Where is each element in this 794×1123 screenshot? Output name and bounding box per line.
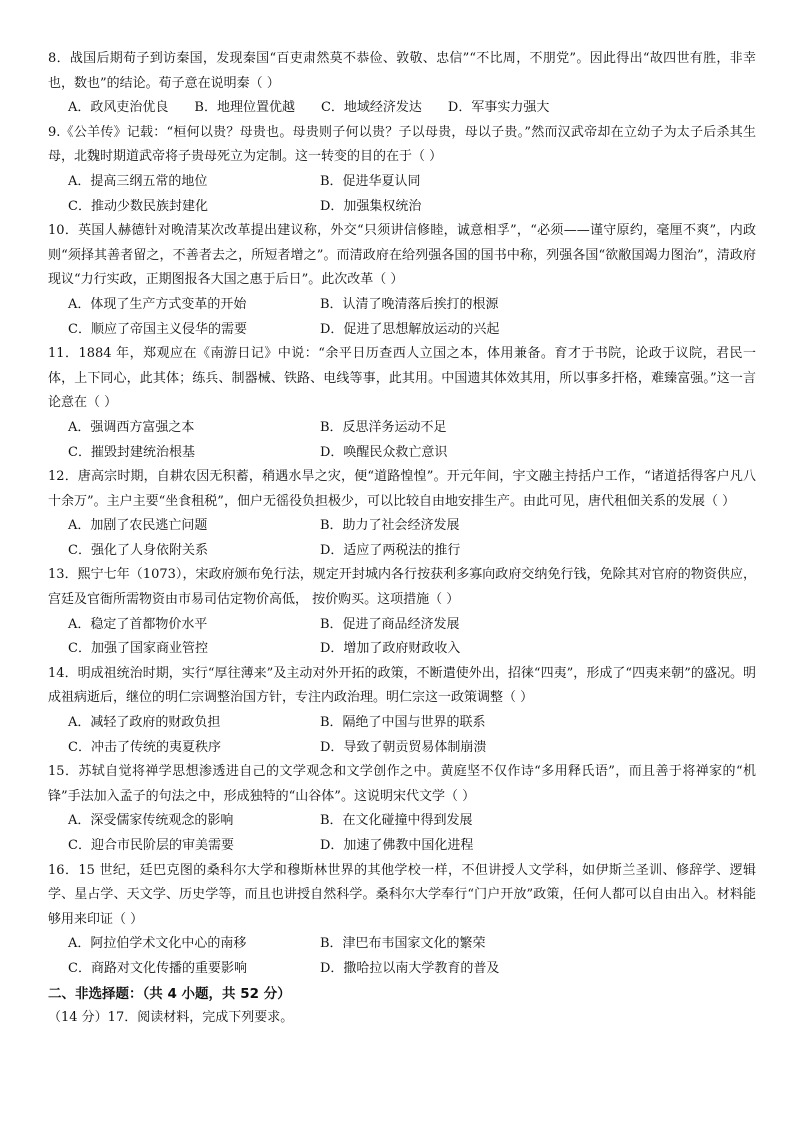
- section-heading: 二、非选择题：（共 4 小题，共 52 分）: [48, 985, 291, 1002]
- answer-option: A．阿拉伯学术文化中心的南移: [68, 936, 247, 952]
- question-block: [48, 859, 756, 982]
- option-list: [48, 711, 756, 760]
- answer-option: A．提高三纲五常的地位: [68, 173, 208, 189]
- answer-option: B．津巴布韦国家文化的繁荣: [320, 936, 486, 952]
- answer-option: D．适应了两税法的推行: [320, 542, 461, 558]
- option-list: [48, 416, 756, 465]
- answer-option: C．顺应了帝国主义侵华的需要: [68, 321, 247, 337]
- answer-option: B．反思洋务运动不足: [320, 419, 447, 435]
- answer-option: D．唤醒民众救亡意识: [320, 444, 448, 460]
- answer-option: B．助力了社会经济发展: [320, 518, 460, 534]
- option-list: [48, 293, 756, 342]
- answer-option: A．体现了生产方式变革的开始: [68, 296, 247, 312]
- question-stem: 11．1884 年，郑观应在《南游日记》中说：“余平日历查西人立国之本，体用兼备。育才于书院，论政于议院，君民一体，上下同心，此其体；练兵、制器械、铁路、电线等事，此其用。中国遗其体效其用，所以事多扞格，难臻富强。”这一言论意在（ ）: [48, 346, 756, 411]
- question-stem: 9.《公羊传》记载：“桓何以贵？母贵也。母贵则子何以贵？子以母贵，母以子贵。”然而汉武帝却在立幼子为太子后杀其生母，北魏时期道武帝将子贵母死立为定制。这一转变的目的在于（ ）: [48, 124, 756, 165]
- question-list: [48, 47, 756, 982]
- question-block: [48, 465, 756, 563]
- answer-option: B．认清了晚清落后挨打的根源: [320, 296, 499, 312]
- question-stem: 15．苏轼自觉将禅学思想渗透进自己的文学观念和文学创作之中。黄庭坚不仅作诗“多用释氏语”，而且善于将禅家的“机锋”手法加入孟子的句法之中，形成独特的“山谷体”。这说明宋代文学（ ）: [48, 764, 756, 804]
- question-block: [48, 760, 756, 858]
- question-block: [48, 47, 756, 121]
- answer-option: A．加剧了农民逃亡问题: [68, 518, 208, 534]
- answer-option: C．强化了人身依附关系: [68, 542, 208, 558]
- answer-option: D．促进了思想解放运动的兴起: [320, 321, 500, 337]
- option-list: [48, 170, 756, 219]
- answer-option: C．加强了国家商业管控: [68, 641, 208, 657]
- answer-option: D．加速了佛教中国化进程: [320, 838, 474, 853]
- answer-option: A．减轻了政府的财政负担: [68, 715, 221, 731]
- option-list: [48, 96, 756, 121]
- question-stem: 13．熙宁七年（1073），宋政府颁布免行法，规定开封城内各行按获利多寡向政府交纳免行钱，免除其对官府的物资供应，宫廷及官衙所需物资由市易司估定物价高低， 按价购买。这项措施（ ）: [48, 567, 756, 608]
- option-list: [48, 809, 756, 858]
- answer-option: C．地域经济发达: [320, 100, 422, 116]
- option-list: [48, 514, 756, 563]
- answer-option: D．增加了政府财政收入: [320, 641, 461, 657]
- question-block: [48, 219, 756, 342]
- answer-option: C．商路对文化传播的重要影响: [68, 960, 247, 976]
- answer-option: B．在文化碰撞中得到发展: [320, 813, 473, 829]
- answer-option: A．深受儒家传统观念的影响: [68, 813, 234, 829]
- answer-option: B．隔绝了中国与世界的联系: [320, 715, 486, 731]
- question-block: [48, 121, 756, 219]
- answer-option: A．稳定了首都物价水平: [68, 616, 208, 632]
- answer-option: C．迎合市民阶层的审美需要: [68, 838, 234, 853]
- answer-option: C．推动少数民族封建化: [68, 198, 208, 214]
- answer-option: C．摧毁封建统治根基: [68, 444, 195, 460]
- answer-option: B．促进了商品经济发展: [320, 616, 460, 632]
- answer-option: A．强调西方富强之本: [68, 419, 195, 435]
- question-17-intro: （14 分）17．阅读材料，完成下列要求。: [48, 1010, 294, 1026]
- answer-option: B．地理位置优越: [194, 100, 295, 116]
- question-block: [48, 563, 756, 661]
- question-stem: 10．英国人赫德针对晚清某次改革提出建议称，外交“只须讲信修睦，诚意相孚”，“必须——谨守原约，毫厘不爽”，内政则“须择其善者留之，不善者去之，所短者增之”。而清政府在给列强各国的国书中称，列强各国“欲敝国竭力图治”，清政府现议“力行实政，正期图报各大国之惠于后日”。此次改革（ ）: [48, 223, 756, 288]
- option-list: [48, 613, 756, 662]
- option-list: [48, 932, 756, 981]
- answer-option: D．加强集权统治: [320, 198, 422, 214]
- answer-option: A．政风吏治优良: [68, 100, 169, 116]
- question-block: [48, 342, 756, 465]
- question-stem: 16．15 世纪，廷巴克图的桑科尔大学和穆斯林世界的其他学校一样，不但讲授人文学科，如伊斯兰圣训、修辞学、逻辑学、星占学、天文学、历史学等，而且也讲授自然科学。桑科尔大学奉行“门户开放”政策，任何人都可以自由出入。材料能够用来印证（ ）: [48, 862, 756, 927]
- answer-option: B．促进华夏认同: [320, 173, 421, 189]
- answer-option: D．撒哈拉以南大学教育的普及: [320, 960, 500, 976]
- answer-option: D．导致了朝贡贸易体制崩溃: [320, 739, 487, 755]
- question-stem: 8．战国后期荀子到访秦国，发现秦国“百吏肃然莫不恭俭、敦敬、忠信”“不比周，不朋党”。因此得出“故四世有胜，非幸也，数也”的结论。荀子意在说明秦（ ）: [48, 51, 756, 91]
- answer-option: D．军事实力强大: [447, 100, 550, 116]
- question-stem: 14．明成祖统治时期，实行“厚往薄来”及主动对外开拓的政策，不断遣使外出，招徕“四夷”，形成了“四夷来朝”的盛况。明成祖病逝后，继位的明仁宗调整治国方针，专注内政治理。明仁宗这一政策调整（ ）: [48, 665, 756, 706]
- question-stem: 12．唐高宗时期，自耕农因无积蓄，稍遇水旱之灾，便“道路惶惶”。开元年间，宇文融主持括户工作，“诸道括得客户凡八十余万”。主户主要“坐食租税”，佃户无徭役负担极少，可以比较自由地安排生产。由此可见，唐代租佃关系的发展（ ）: [48, 469, 756, 509]
- question-block: [48, 662, 756, 760]
- answer-option: C．冲击了传统的夷夏秩序: [68, 739, 221, 755]
